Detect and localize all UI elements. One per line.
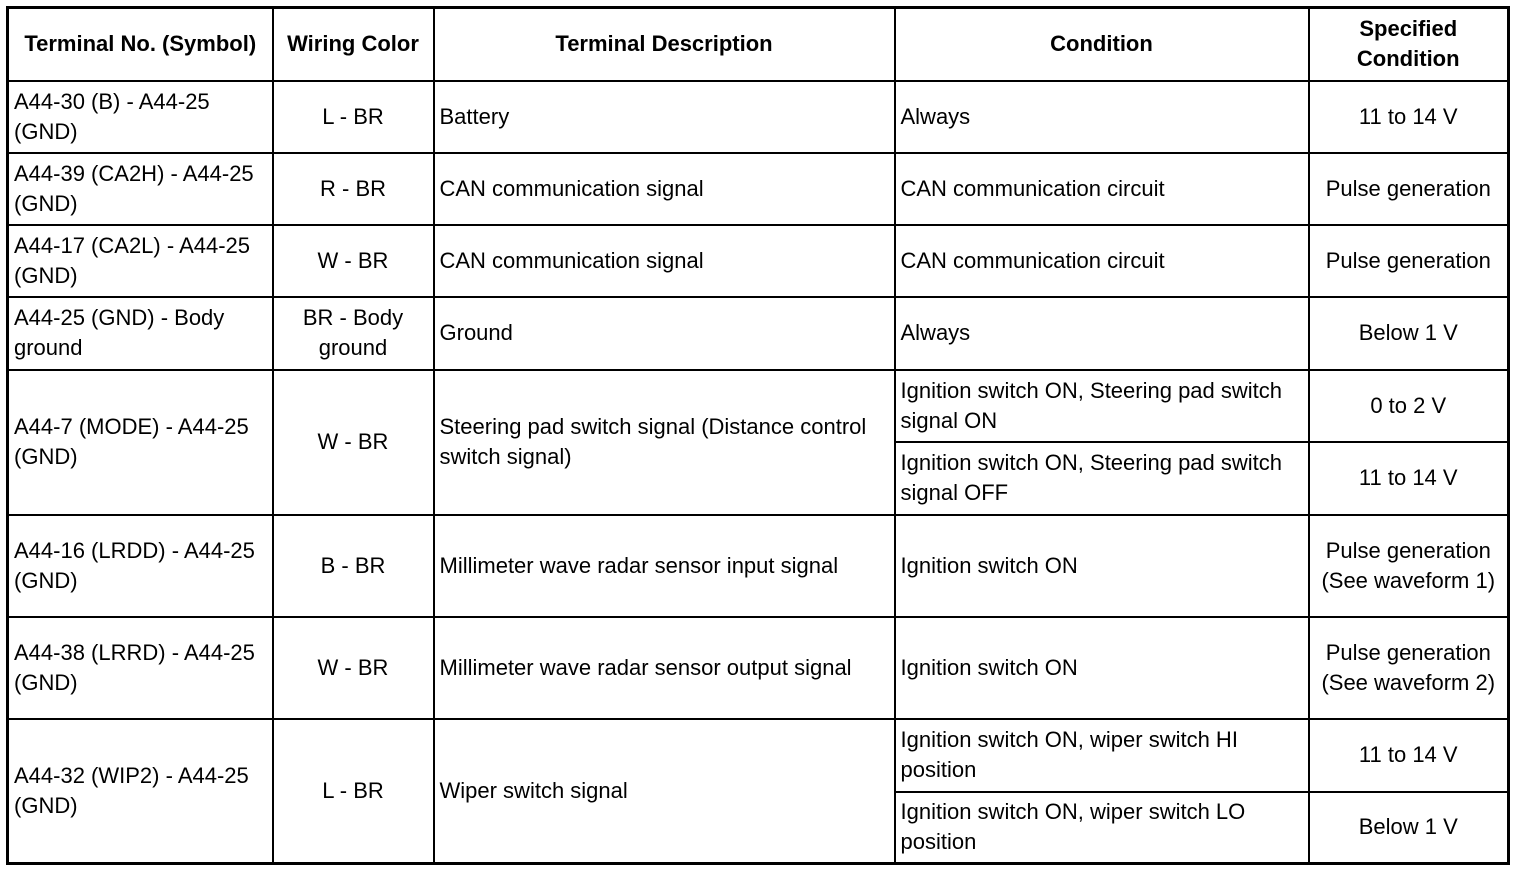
condition-cell: Ignition switch ON: [895, 617, 1309, 719]
terminal-spec-table: [6, 6, 1510, 865]
condition-cell: Ignition switch ON, Steering pad switch signal OFF: [895, 442, 1309, 515]
header-terminal-no: Terminal No. (Symbol): [8, 8, 273, 81]
table-row: [8, 515, 1509, 617]
spec-cell: Pulse generation: [1309, 225, 1509, 297]
spec-cell: 11 to 14 V: [1309, 81, 1509, 153]
spec-cell: Below 1 V: [1309, 792, 1509, 864]
wiring-cell: W - BR: [273, 617, 434, 719]
description-cell: Ground: [434, 297, 895, 370]
condition-cell: CAN communication circuit: [895, 225, 1309, 297]
terminal-cell: A44-16 (LRDD) - A44-25 (GND): [8, 515, 273, 617]
terminal-cell: A44-7 (MODE) - A44-25 (GND): [8, 370, 273, 515]
spec-cell: 11 to 14 V: [1309, 719, 1509, 792]
wiring-cell: BR - Body ground: [273, 297, 434, 370]
description-cell: Millimeter wave radar sensor output signal: [434, 617, 895, 719]
table-row: [8, 225, 1509, 297]
table-row: [8, 81, 1509, 153]
header-terminal-description: Terminal Description: [434, 8, 895, 81]
header-condition: Condition: [895, 8, 1309, 81]
terminal-cell: A44-32 (WIP2) - A44-25 (GND): [8, 719, 273, 864]
condition-cell: Ignition switch ON, Steering pad switch signal ON: [895, 370, 1309, 442]
spec-cell: Pulse generation (See waveform 1): [1309, 515, 1509, 617]
table-row: [8, 153, 1509, 225]
table-row: [8, 719, 1509, 792]
description-cell: Battery: [434, 81, 895, 153]
terminal-cell: A44-25 (GND) - Body ground: [8, 297, 273, 370]
condition-cell: Ignition switch ON, wiper switch LO position: [895, 792, 1309, 864]
condition-cell: Ignition switch ON, wiper switch HI position: [895, 719, 1309, 792]
spec-cell: 11 to 14 V: [1309, 442, 1509, 515]
header-specified-condition: Specified Condition: [1309, 8, 1509, 81]
description-cell: Millimeter wave radar sensor input signal: [434, 515, 895, 617]
terminal-cell: A44-30 (B) - A44-25 (GND): [8, 81, 273, 153]
header-wiring-color: Wiring Color: [273, 8, 434, 81]
wiring-cell: B - BR: [273, 515, 434, 617]
condition-cell: Ignition switch ON: [895, 515, 1309, 617]
wiring-cell: W - BR: [273, 370, 434, 515]
terminal-cell: A44-38 (LRRD) - A44-25 (GND): [8, 617, 273, 719]
table-row: [8, 297, 1509, 370]
description-cell: CAN communication signal: [434, 153, 895, 225]
spec-cell: Pulse generation (See waveform 2): [1309, 617, 1509, 719]
description-cell: CAN communication signal: [434, 225, 895, 297]
condition-cell: Always: [895, 81, 1309, 153]
spec-cell: Below 1 V: [1309, 297, 1509, 370]
terminal-cell: A44-17 (CA2L) - A44-25 (GND): [8, 225, 273, 297]
description-cell: Steering pad switch signal (Distance control switch signal): [434, 370, 895, 515]
spec-cell: Pulse generation: [1309, 153, 1509, 225]
wiring-cell: L - BR: [273, 719, 434, 864]
header-row: [8, 8, 1509, 81]
table-row: [8, 617, 1509, 719]
condition-cell: Always: [895, 297, 1309, 370]
condition-cell: CAN communication circuit: [895, 153, 1309, 225]
table-row: [8, 370, 1509, 442]
spec-cell: 0 to 2 V: [1309, 370, 1509, 442]
wiring-cell: W - BR: [273, 225, 434, 297]
wiring-cell: L - BR: [273, 81, 434, 153]
terminal-cell: A44-39 (CA2H) - A44-25 (GND): [8, 153, 273, 225]
description-cell: Wiper switch signal: [434, 719, 895, 864]
wiring-cell: R - BR: [273, 153, 434, 225]
